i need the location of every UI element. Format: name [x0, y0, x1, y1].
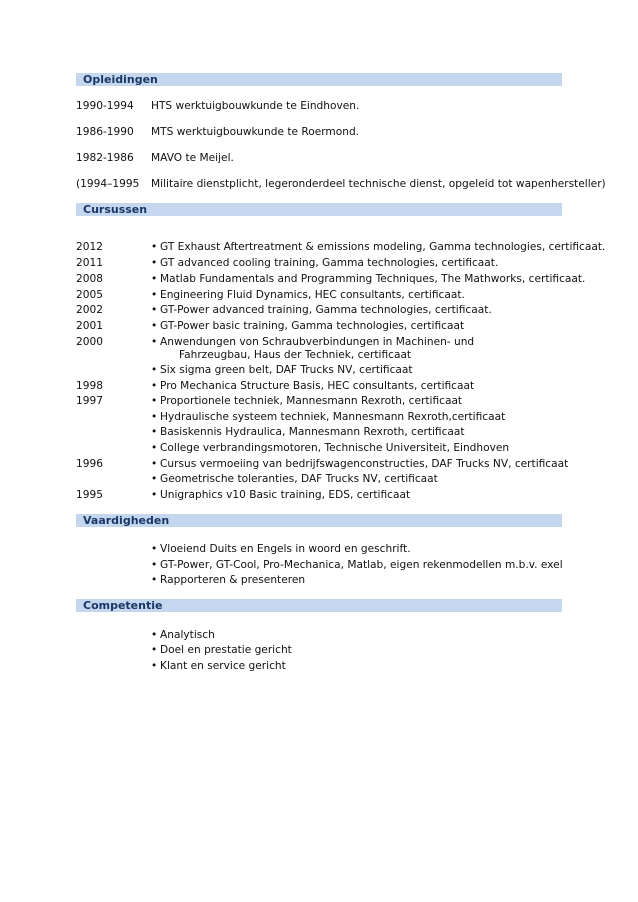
- skill-text: Rapporteren & presenteren: [160, 574, 306, 586]
- course-description: Hydraulische systeem techniek, Mannesmann Rexroth,certificaat: [160, 411, 506, 423]
- section-header-vaardigheden: [76, 514, 562, 527]
- education-period: (1994–1995: [76, 178, 140, 190]
- course-year: 2011: [76, 257, 103, 269]
- course-description: GT-Power advanced training, Gamma technologies, certificaat.: [160, 304, 492, 316]
- course-description-continued: Fahrzeugbau, Haus der Techniek, certificaat: [179, 349, 412, 361]
- course-row: [76, 256, 566, 270]
- section-header-opleidingen: [76, 73, 562, 86]
- course-row: [76, 240, 606, 254]
- bullet: •: [151, 411, 158, 423]
- competence-text: Klant en service gericht: [160, 660, 286, 672]
- course-year: 2012: [76, 241, 103, 253]
- course-year: 2000: [76, 336, 103, 348]
- course-row: [76, 394, 566, 408]
- course-row: [76, 488, 566, 502]
- section-title: Cursussen: [83, 203, 148, 216]
- course-description: GT advanced cooling training, Gamma technologies, certificaat.: [160, 257, 499, 269]
- course-description: Six sigma green belt, DAF Trucks NV, certificaat: [160, 364, 413, 376]
- course-year: 2008: [76, 273, 103, 285]
- course-year: 2001: [76, 320, 103, 332]
- skill-item: [76, 542, 566, 556]
- bullet: •: [151, 380, 158, 392]
- education-period: 1982-1986: [76, 152, 134, 164]
- course-row: [76, 319, 566, 333]
- course-row: [76, 441, 566, 455]
- course-row: [76, 457, 569, 471]
- bullet: •: [151, 289, 158, 301]
- bullet: •: [151, 473, 158, 485]
- education-row: [76, 151, 566, 165]
- section-header-competentie: [76, 599, 562, 612]
- bullet: •: [151, 336, 158, 348]
- bullet: •: [151, 241, 158, 253]
- bullet: •: [151, 629, 158, 641]
- bullet: •: [151, 543, 158, 555]
- course-description: Geometrische toleranties, DAF Trucks NV, certificaat: [160, 473, 438, 485]
- bullet: •: [151, 559, 158, 571]
- course-year: 1995: [76, 489, 103, 501]
- bullet: •: [151, 257, 158, 269]
- education-row: [76, 99, 566, 113]
- skill-text: Vloeiend Duits en Engels in woord en geschrift.: [160, 543, 411, 555]
- course-row: [76, 303, 566, 317]
- education-description: HTS werktuigbouwkunde te Eindhoven.: [151, 100, 360, 112]
- bullet: •: [151, 489, 158, 501]
- section-title: Vaardigheden: [83, 514, 170, 527]
- course-year: 1998: [76, 380, 103, 392]
- course-row: [76, 363, 566, 377]
- course-description: GT-Power basic training, Gamma technologies, certificaat: [160, 320, 465, 332]
- course-row: [76, 272, 586, 286]
- course-row: [76, 472, 566, 486]
- course-description: Unigraphics v10 Basic training, EDS, certificaat: [160, 489, 411, 501]
- bullet: •: [151, 364, 158, 376]
- bullet: •: [151, 442, 158, 454]
- section-title: Opleidingen: [83, 73, 158, 86]
- course-description: Engineering Fluid Dynamics, HEC consultants, certificaat.: [160, 289, 465, 301]
- bullet: •: [151, 426, 158, 438]
- section-title: Competentie: [83, 599, 163, 612]
- bullet: •: [151, 395, 158, 407]
- course-row: [76, 425, 566, 439]
- bullet: •: [151, 273, 158, 285]
- education-row: [76, 125, 566, 139]
- course-description: Anwendungen von Schraubverbindungen in Machinen- und: [160, 336, 475, 348]
- education-period: 1990-1994: [76, 100, 134, 112]
- competence-item: [76, 659, 566, 673]
- course-row-continuation: [76, 348, 566, 362]
- course-row: [76, 288, 566, 302]
- competence-item: [76, 628, 566, 642]
- competence-item: [76, 643, 566, 657]
- course-description: GT Exhaust Aftertreatment & emissions modeling, Gamma technologies, certificaat.: [160, 241, 606, 253]
- course-year: 2002: [76, 304, 103, 316]
- course-description: Proportionele techniek, Mannesmann Rexroth, certificaat: [160, 395, 463, 407]
- bullet: •: [151, 660, 158, 672]
- course-year: 1997: [76, 395, 103, 407]
- skill-item: [76, 573, 566, 587]
- education-description: MTS werktuigbouwkunde te Roermond.: [151, 126, 360, 138]
- education-description: MAVO te Meijel.: [151, 152, 234, 164]
- skill-item: [76, 558, 566, 572]
- education-description: Militaire dienstplicht, legeronderdeel technische dienst, opgeleid tot wapenhersteller): [151, 178, 606, 190]
- course-description: Pro Mechanica Structure Basis, HEC consultants, certificaat: [160, 380, 475, 392]
- bullet: •: [151, 304, 158, 316]
- skill-text: GT-Power, GT-Cool, Pro-Mechanica, Matlab, eigen rekenmodellen m.b.v. exel: [160, 559, 563, 571]
- bullet: •: [151, 320, 158, 332]
- bullet: •: [151, 644, 158, 656]
- course-row: [76, 379, 566, 393]
- course-year: 1996: [76, 458, 103, 470]
- course-description: Basiskennis Hydraulica, Mannesmann Rexroth, certificaat: [160, 426, 465, 438]
- section-header-cursussen: [76, 203, 562, 216]
- course-description: College verbrandingsmotoren, Technische Universiteit, Eindhoven: [160, 442, 510, 454]
- course-row: [76, 335, 566, 349]
- bullet: •: [151, 458, 158, 470]
- competence-text: Analytisch: [160, 629, 215, 641]
- course-description: Matlab Fundamentals and Programming Techniques, The Mathworks, certificaat.: [160, 273, 586, 285]
- course-year: 2005: [76, 289, 103, 301]
- competence-text: Doel en prestatie gericht: [160, 644, 292, 656]
- course-description: Cursus vermoeiing van bedrijfswagenconstructies, DAF Trucks NV, certificaat: [160, 458, 569, 470]
- education-period: 1986-1990: [76, 126, 134, 138]
- bullet: •: [151, 574, 158, 586]
- education-row: [76, 177, 606, 191]
- course-row: [76, 410, 566, 424]
